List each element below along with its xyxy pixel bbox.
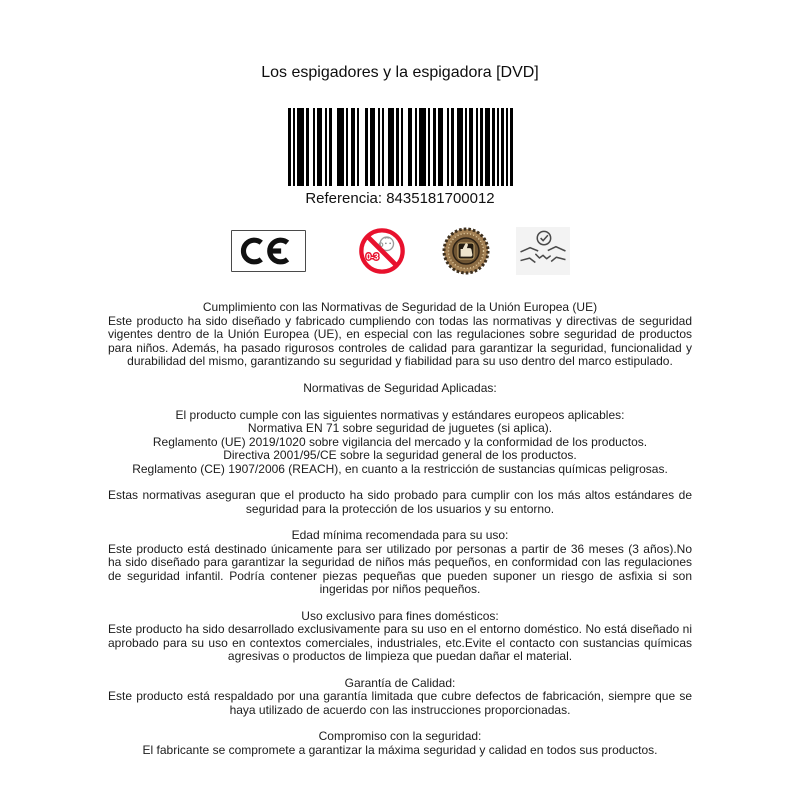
handshake-check-icon bbox=[516, 227, 570, 275]
certification-icons-row bbox=[0, 226, 800, 276]
barcode-bar bbox=[337, 108, 344, 186]
section-heading: Cumplimiento con las Normativas de Seguridad de la Unión Europea (UE) bbox=[202, 300, 598, 314]
section-body: Este producto ha sido diseñado y fabricado cumpliendo con todas las normativas y directivas de seguridad vigentes dentro de la Unión Europea (UE), en especial con las regulaciones sobre seguridad de productos para niños. Además, ha pasado rigurosos controles de calidad para garantizar la seguridad, funcionalidad y durabilidad del mismo, garantizando su seguridad y fiabilidad para su uso dentro del marco estipulado. bbox=[108, 313, 692, 368]
barcode-bar bbox=[419, 108, 426, 186]
compliance-text bbox=[108, 301, 692, 757]
section-heading: Edad mínima recomendada para su uso: bbox=[291, 528, 509, 542]
section-applied-standards bbox=[108, 382, 692, 477]
age-warning-0-3-icon bbox=[358, 227, 406, 275]
section-body: Este producto está destinado únicamente para ser utilizado por personas a partir de 36 meses (3 años).No ha sido diseñado para garantizar la seguridad de niños más pequeños, en conformidad con las regulaciones de seguridad infantil. Podría contener piezas pequeñas que pueden suponer un riesgo de asfixia si son ingeridas por niños pequeños. bbox=[108, 541, 692, 596]
section-heading: Compromiso con la seguridad: bbox=[318, 729, 482, 743]
spacer bbox=[108, 395, 692, 409]
barcode-caption: Referencia: 8435181700012 bbox=[305, 190, 495, 207]
ce-glyph bbox=[239, 235, 297, 267]
standard-item: Reglamento (UE) 2019/1020 sobre vigilancia del mercado y la conformidad de los productos. bbox=[152, 434, 648, 449]
section-body: El fabricante se compromete a garantizar la máxima seguridad y calidad en todos sus productos. bbox=[142, 742, 658, 757]
section-minimum-age bbox=[108, 529, 692, 597]
product-title: Los espigadores y la espigadora [DVD] bbox=[261, 64, 539, 81]
section-quality-warranty bbox=[108, 677, 692, 718]
standard-item: Reglamento (CE) 1907/2006 (REACH), en cuanto a la restricción de sustancias químicas peligrosas. bbox=[132, 461, 668, 476]
quality-seal-thumbs-up-icon bbox=[441, 226, 491, 276]
barcode-bar bbox=[297, 108, 304, 186]
barcode-block bbox=[0, 108, 800, 207]
standard-item: Directiva 2001/95/CE sobre la seguridad general de los productos. bbox=[223, 448, 577, 462]
section-domestic-use bbox=[108, 610, 692, 664]
section-safety-commitment bbox=[108, 730, 692, 757]
section-heading: Uso exclusivo para fines domésticos: bbox=[301, 608, 499, 623]
ce-mark-icon bbox=[231, 230, 306, 272]
section-heading: Garantía de Calidad: bbox=[344, 675, 456, 690]
standards-intro: El producto cumple con las siguientes normativas y estándares europeos aplicables: bbox=[175, 407, 625, 422]
section-body: Estas normativas aseguran que el producto ha sido probado para cumplir con los más altos estándares de seguridad para la protección de los usuarios y su entorno. bbox=[108, 488, 692, 516]
section-eu-compliance bbox=[108, 301, 692, 369]
barcode bbox=[288, 108, 513, 186]
section-body: Este producto ha sido desarrollado exclusivamente para su uso en el entorno doméstico. No está diseñado ni aprobado para su uso en contextos comerciales, industriales, etc.Evite el contacto con sustancias químicas agresivas o productos de limpieza que puedan dañar el material. bbox=[108, 622, 692, 663]
svg-text:0-3: 0-3 bbox=[365, 251, 379, 262]
section-heading: Normativas de Seguridad Aplicadas: bbox=[303, 380, 497, 395]
section-standards-note bbox=[108, 489, 692, 516]
standard-item: Normativa EN 71 sobre seguridad de juguetes (si aplica). bbox=[247, 421, 553, 435]
barcode-bar bbox=[510, 108, 513, 186]
section-body: Este producto está respaldado por una garantía limitada que cubre defectos de fabricación, siempre que se haya utilizado de acuerdo con las instrucciones proporcionadas. bbox=[108, 689, 692, 717]
